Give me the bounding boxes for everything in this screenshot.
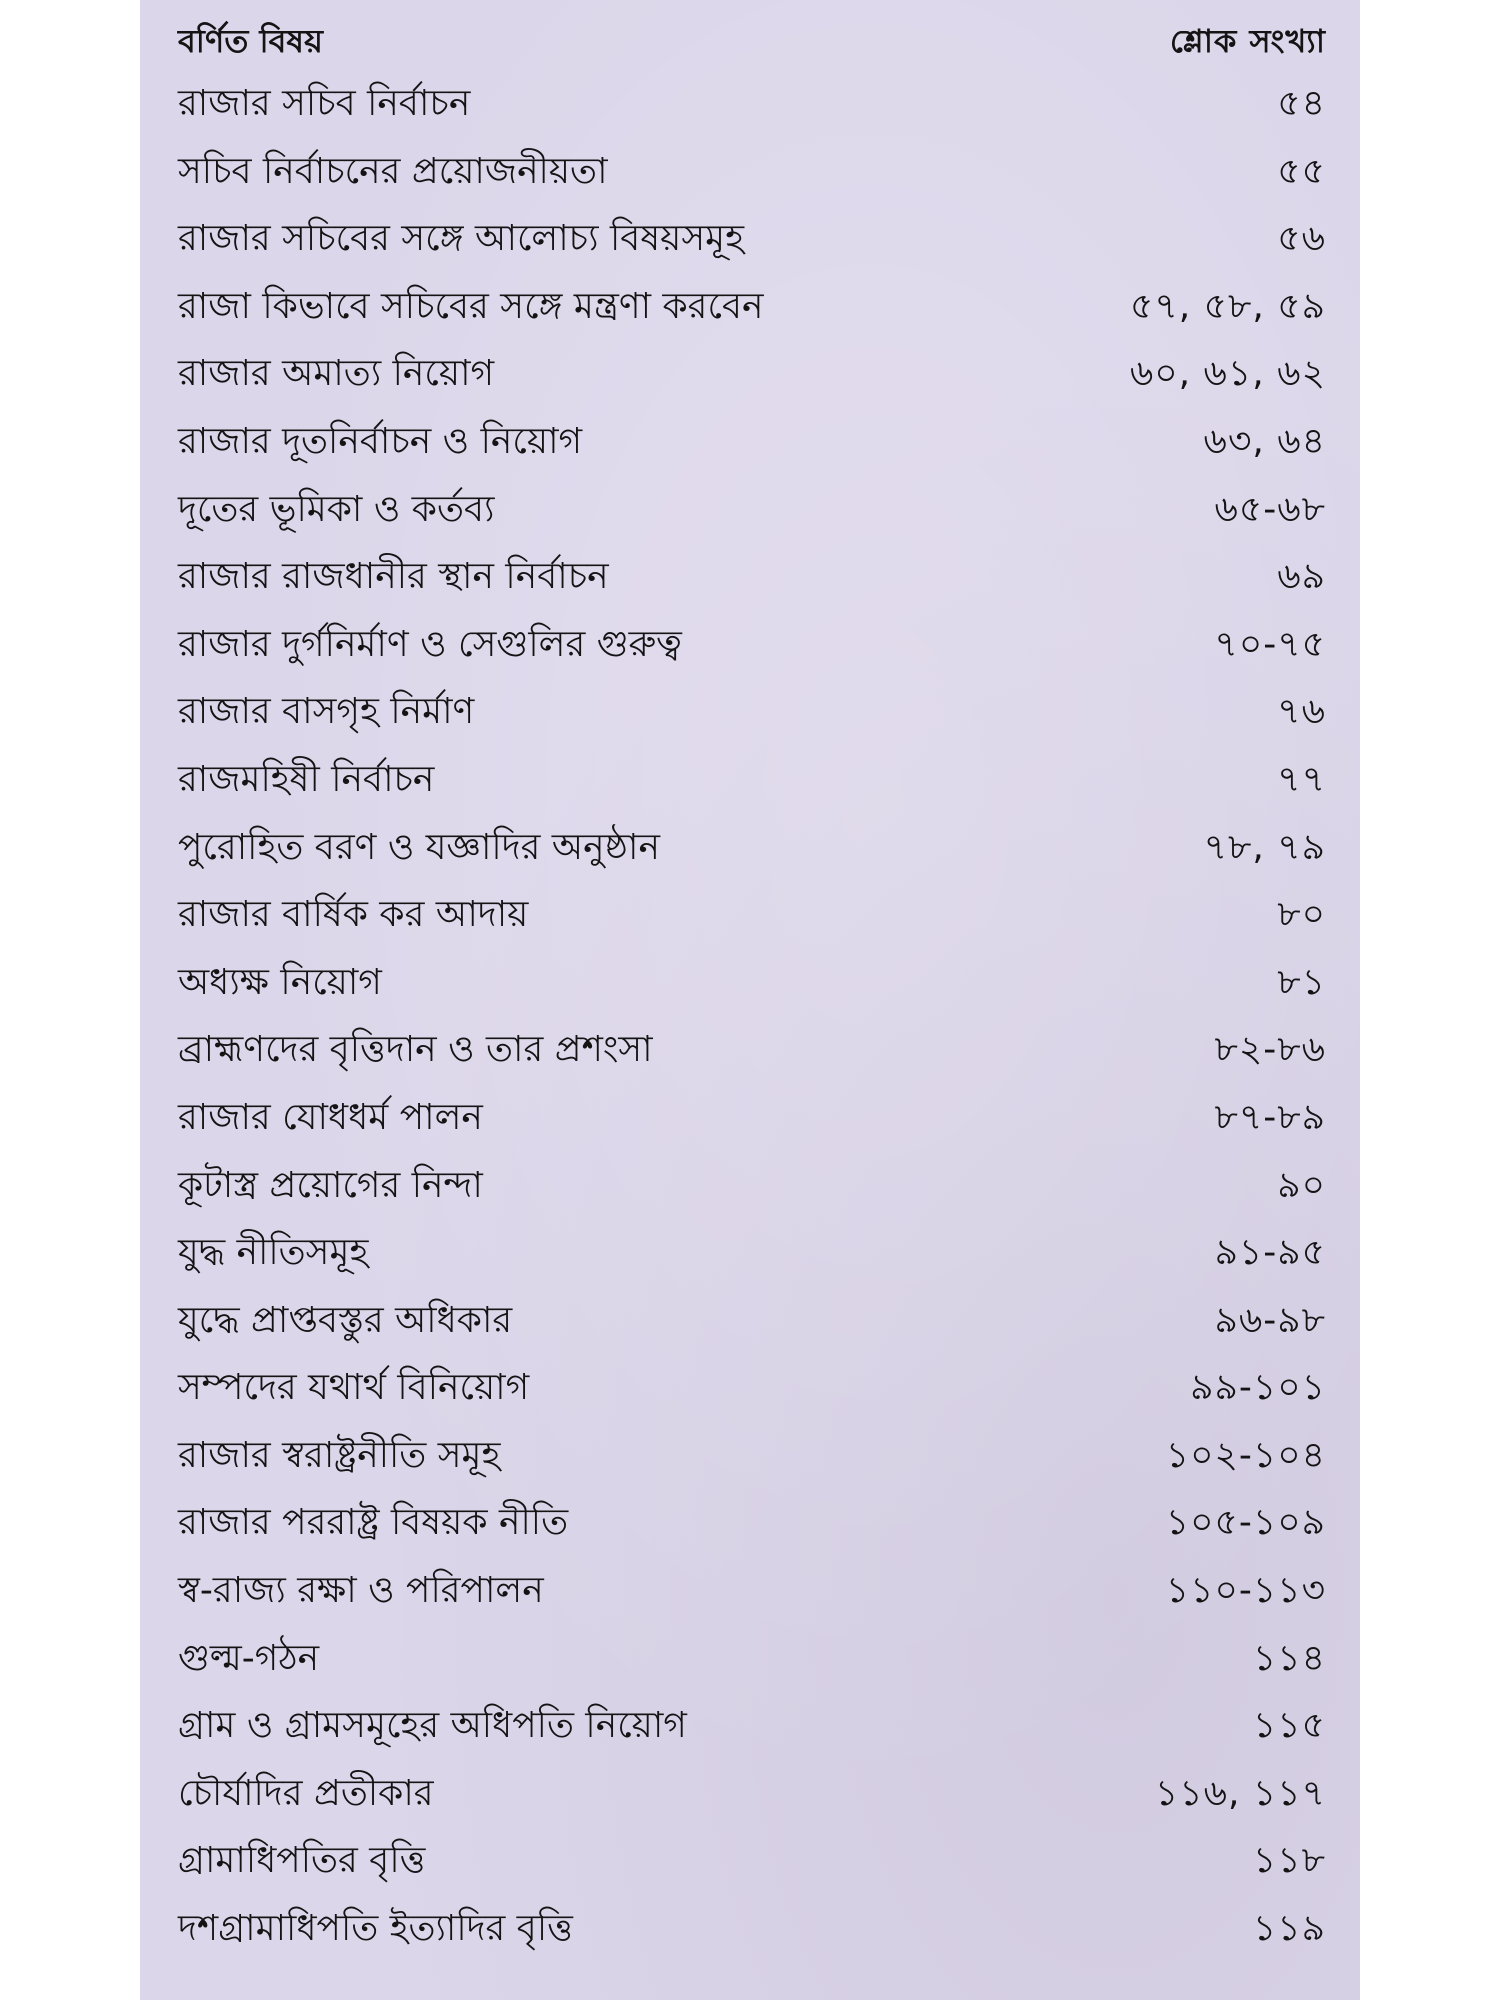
toc-entry bbox=[178, 746, 1326, 814]
table-of-contents bbox=[178, 12, 1326, 1963]
toc-entry bbox=[178, 611, 1326, 679]
toc-entry-title: অধ্যক্ষ নিয়োগ bbox=[178, 961, 382, 1003]
toc-entry bbox=[178, 205, 1326, 273]
toc-entry-title: রাজার পররাষ্ট্র বিষয়ক নীতি bbox=[178, 1502, 569, 1544]
toc-entry-verse-ref: ৬০, ৬১, ৬২ bbox=[1129, 353, 1326, 395]
toc-entry-verse-ref: ৬৯ bbox=[1277, 556, 1326, 598]
toc-entry-verse-ref: ৫৪ bbox=[1277, 83, 1326, 124]
toc-entry-verse-ref: ৯৬-৯৮ bbox=[1214, 1299, 1326, 1341]
toc-entry-title: গ্রাম ও গ্রামসমূহের অধিপতি নিয়োগ bbox=[178, 1705, 687, 1747]
toc-entry-verse-ref: ৫৬ bbox=[1277, 218, 1326, 260]
toc-entry bbox=[178, 1489, 1326, 1557]
toc-entry-verse-ref: ১০৫-১০৯ bbox=[1165, 1502, 1326, 1544]
toc-entry-verse-ref: ১১৬, ১১৭ bbox=[1154, 1772, 1326, 1814]
toc-entry bbox=[178, 476, 1326, 544]
toc-entry-verse-ref: ৬৫-৬৮ bbox=[1214, 488, 1326, 530]
toc-entry-title: রাজার সচিবের সঙ্গে আলোচ্য বিষয়সমূহ bbox=[178, 218, 745, 260]
toc-entry-title: রাজমহিষী নির্বাচন bbox=[178, 758, 435, 800]
toc-entry-verse-ref: ৭৭ bbox=[1277, 758, 1326, 800]
toc-entry bbox=[178, 1287, 1326, 1355]
toc-entry-title: সম্পদের যথার্থ বিনিয়োগ bbox=[178, 1367, 530, 1409]
toc-header bbox=[178, 12, 1326, 70]
toc-entry-verse-ref: ৯০ bbox=[1277, 1164, 1326, 1206]
toc-entry-verse-ref: ৭৮, ৭৯ bbox=[1203, 826, 1326, 868]
toc-entry-list bbox=[178, 70, 1326, 1963]
toc-entry bbox=[178, 814, 1326, 882]
toc-entry-title: সচিব নির্বাচনের প্রয়োজনীয়তা bbox=[178, 150, 608, 192]
toc-entry-verse-ref: ৬৩, ৬৪ bbox=[1203, 420, 1326, 462]
toc-entry-verse-ref: ৭০-৭৫ bbox=[1214, 623, 1326, 665]
toc-entry-title: রাজার স্বরাষ্ট্রনীতি সমূহ bbox=[178, 1434, 501, 1476]
toc-entry-title: যুদ্ধ নীতিসমূহ bbox=[178, 1232, 369, 1274]
toc-entry-title: গুল্ম-গঠন bbox=[178, 1637, 320, 1679]
toc-entry-verse-ref: ৯১-৯৫ bbox=[1214, 1232, 1326, 1274]
toc-entry bbox=[178, 1692, 1326, 1760]
toc-entry-verse-ref: ৮০ bbox=[1277, 894, 1326, 936]
toc-entry-title: দূতের ভূমিকা ও কর্তব্য bbox=[178, 488, 495, 530]
toc-entry bbox=[178, 1422, 1326, 1490]
toc-entry bbox=[178, 1152, 1326, 1220]
toc-entry-title: দশগ্রামাধিপতি ইত্যাদির বৃত্তি bbox=[178, 1908, 573, 1950]
topic-column-heading: বর্ণিত বিষয় bbox=[178, 22, 323, 60]
toc-entry-verse-ref: ৮৭-৮৯ bbox=[1214, 1096, 1326, 1138]
toc-entry bbox=[178, 1084, 1326, 1152]
toc-entry bbox=[178, 70, 1326, 138]
toc-entry bbox=[178, 408, 1326, 476]
toc-entry-verse-ref: ৭৬ bbox=[1277, 691, 1326, 733]
toc-entry-title: রাজার বার্ষিক কর আদায় bbox=[178, 894, 529, 936]
toc-entry-title: রাজার দুর্গনির্মাণ ও সেগুলির গুরুত্ব bbox=[178, 623, 682, 665]
toc-entry-verse-ref: ১১৮ bbox=[1252, 1840, 1326, 1882]
toc-entry-verse-ref: ৯৯-১০১ bbox=[1190, 1367, 1326, 1409]
toc-entry-verse-ref: ১১৪ bbox=[1252, 1637, 1326, 1679]
toc-entry bbox=[178, 1760, 1326, 1828]
toc-entry-title: কূটাস্ত্র প্রয়োগের নিন্দা bbox=[178, 1164, 483, 1206]
verse-column-heading: শ্লোক সংখ্যা bbox=[1169, 22, 1326, 60]
toc-entry-title: রাজা কিভাবে সচিবের সঙ্গে মন্ত্রণা করবেন bbox=[178, 285, 764, 327]
toc-entry bbox=[178, 1827, 1326, 1895]
toc-entry bbox=[178, 678, 1326, 746]
toc-entry-title: স্ব-রাজ্য রক্ষা ও পরিপালন bbox=[178, 1570, 544, 1612]
toc-entry-title: রাজার যোধধর্ম পালন bbox=[178, 1096, 483, 1138]
toc-entry bbox=[178, 1895, 1326, 1963]
toc-entry-verse-ref: ১১৯ bbox=[1252, 1908, 1326, 1950]
toc-entry-title: পুরোহিত বরণ ও যজ্ঞাদির অনুষ্ঠান bbox=[178, 826, 660, 868]
toc-entry bbox=[178, 1625, 1326, 1693]
toc-entry bbox=[178, 340, 1326, 408]
toc-entry-verse-ref: ১১৫ bbox=[1252, 1705, 1326, 1747]
toc-entry-verse-ref: ৫৫ bbox=[1277, 150, 1326, 192]
toc-entry-title: ব্রাহ্মণদের বৃত্তিদান ও তার প্রশংসা bbox=[178, 1029, 653, 1071]
toc-entry bbox=[178, 881, 1326, 949]
toc-entry-verse-ref: ৮১ bbox=[1277, 961, 1326, 1003]
toc-entry-verse-ref: ১০২-১০৪ bbox=[1165, 1434, 1326, 1476]
toc-entry-title: যুদ্ধে প্রাপ্তবস্তুর অধিকার bbox=[178, 1299, 513, 1341]
toc-entry-title: রাজার বাসগৃহ নির্মাণ bbox=[178, 691, 475, 733]
toc-entry-title: রাজার সচিব নির্বাচন bbox=[178, 83, 471, 124]
toc-entry-verse-ref: ৫৭, ৫৮, ৫৯ bbox=[1130, 285, 1326, 327]
toc-entry bbox=[178, 949, 1326, 1017]
book-page bbox=[140, 0, 1360, 2000]
toc-entry bbox=[178, 543, 1326, 611]
toc-entry-verse-ref: ১১০-১১৩ bbox=[1165, 1570, 1326, 1612]
toc-entry bbox=[178, 1219, 1326, 1287]
toc-entry-title: রাজার অমাত্য নিয়োগ bbox=[178, 353, 495, 395]
toc-entry-title: রাজার দূতনির্বাচন ও নিয়োগ bbox=[178, 420, 583, 462]
toc-entry-title: চৌর্যাদির প্রতীকার bbox=[178, 1772, 434, 1814]
toc-entry bbox=[178, 1557, 1326, 1625]
toc-entry bbox=[178, 1354, 1326, 1422]
toc-entry bbox=[178, 273, 1326, 341]
toc-entry-title: রাজার রাজধানীর স্থান নির্বাচন bbox=[178, 556, 609, 598]
toc-entry-title: গ্রামাধিপতির বৃত্তি bbox=[178, 1840, 426, 1882]
toc-entry bbox=[178, 1016, 1326, 1084]
toc-entry-verse-ref: ৮২-৮৬ bbox=[1214, 1029, 1326, 1071]
toc-entry bbox=[178, 138, 1326, 206]
